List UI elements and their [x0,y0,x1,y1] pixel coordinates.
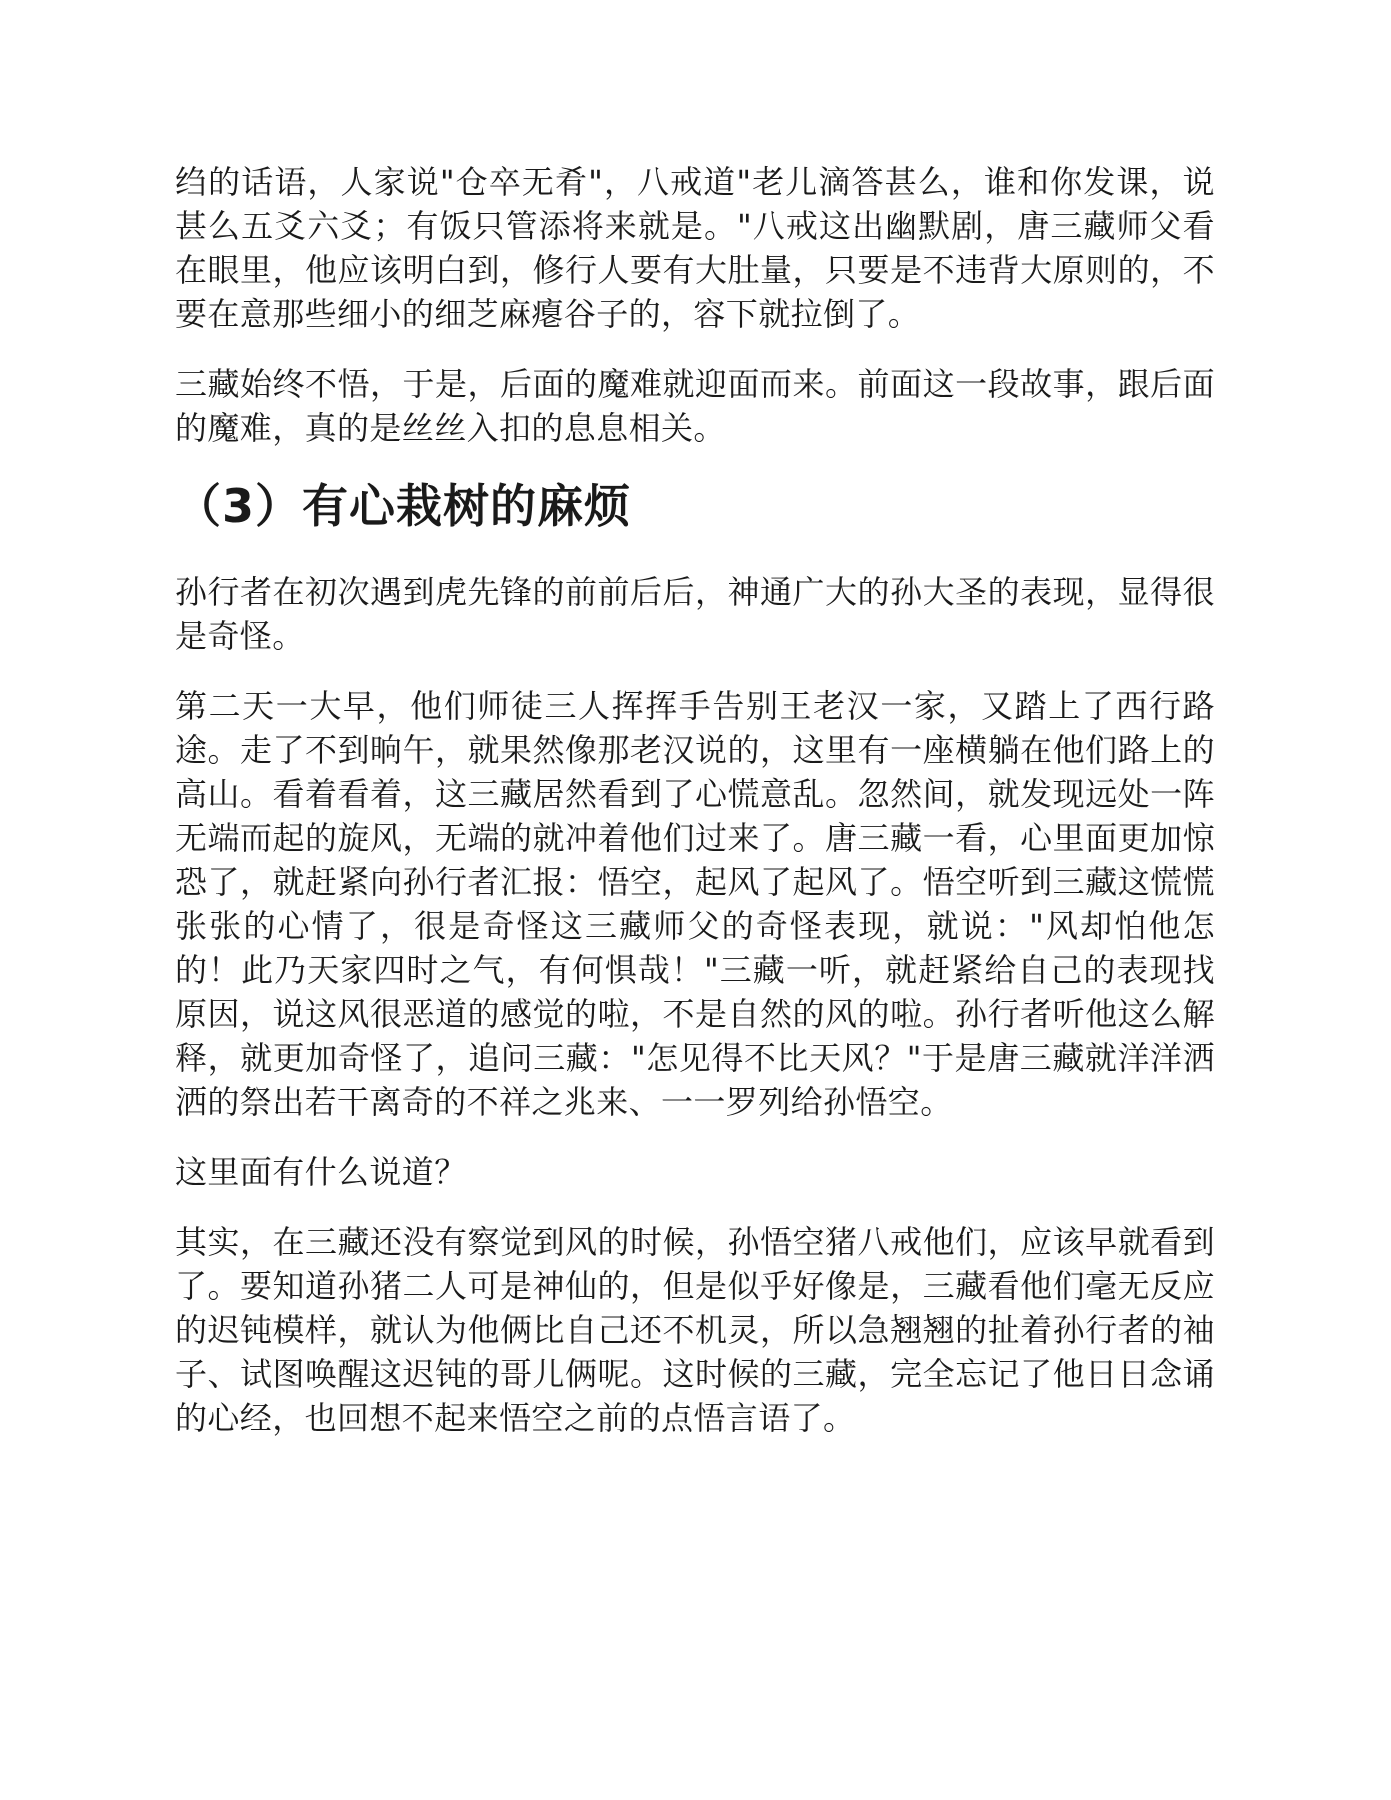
paragraph: 孙行者在初次遇到虎先锋的前前后后，神通广大的孙大圣的表现，显得很是奇怪。 [175,573,1215,655]
paragraph: 其实，在三藏还没有察觉到风的时候，孙悟空猪八戒他们，应该早就看到了。要知道孙猪二人可是神仙的，但是似乎好像是，三藏看他们毫无反应的迟钝模样，就认为他俩比自己还不机灵，所以急翘翘的扯着孙行者的袖子、试图唤醒这迟钝的哥儿俩呢。这时候的三藏，完全忘记了他日日念诵的心经，也回想不起来悟空之前的点悟言语了。 [175,1223,1215,1437]
paragraph: 第二天一大早，他们师徒三人挥挥手告别王老汉一家，又踏上了西行路途。走了不到晌午，就果然像那老汉说的，这里有一座横躺在他们路上的高山。看着看着，这三藏居然看到了心慌意乱。忽然间，就发现远处一阵无端而起的旋风，无端的就冲着他们过来了。唐三藏一看，心里面更加惊恐了，就赶紧向孙行者汇报：悟空，起风了起风了。悟空听到三藏这慌慌张张的心情了，很是奇怪这三藏师父的奇怪表现，就说："风却怕他怎的！此乃天家四时之气，有何惧哉！"三藏一听，就赶紧给自己的表现找原因，说这风很恶道的感觉的啦，不是自然的风的啦。孙行者听他这么解释，就更加奇怪了，追问三藏："怎见得不比天风？"于是唐三藏就洋洋洒洒的祭出若干离奇的不祥之兆来、一一罗列给孙悟空。 [175,687,1215,1121]
paragraph: 这里面有什么说道？ [175,1153,467,1191]
section-heading: （3）有心栽树的麻烦 [175,479,632,533]
paragraph: 绉的话语，人家说"仓卒无肴"，八戒道"老儿滴答甚么，谁和你发课，说甚么五爻六爻；有饭只管添将来就是。"八戒这出幽默剧，唐三藏师父看在眼里，他应该明白到，修行人要有大肚量，只要是不违背大原则的，不要在意那些细小的细芝麻瘪谷子的，容下就拉倒了。 [175,163,1215,333]
page-content [175,160,1215,1466]
paragraph: 三藏始终不悟，于是，后面的魔难就迎面而来。前面这一段故事，跟后面的魔难，真的是丝丝入扣的息息相关。 [175,365,1215,447]
